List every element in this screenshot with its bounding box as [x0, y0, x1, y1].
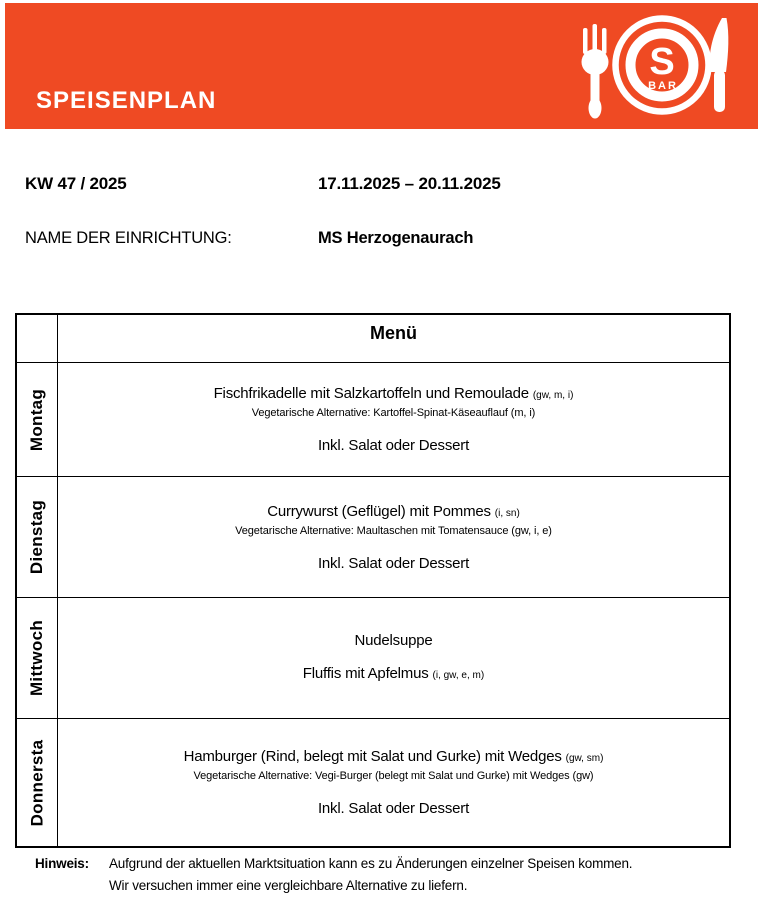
side-note: Inkl. Salat oder Dessert: [317, 554, 470, 572]
calendar-week: KW 47 / 2025: [25, 174, 127, 193]
day-label: Donnersta: [27, 739, 46, 826]
day-cell-dienstag: [17, 476, 57, 597]
second-dish-text: Fluffis mit Apfelmus: [302, 665, 429, 682]
plate-icon: [616, 19, 709, 112]
main-dish-text: Hamburger (Rind, belegt mit Salat und Gurke) mit Wedges: [183, 748, 562, 765]
day-column-header: [17, 315, 57, 362]
header-bar: [5, 3, 758, 129]
footer-note: [35, 853, 632, 897]
main-dish: [184, 747, 604, 768]
second-dish-allergens: (i, gw, e, m): [432, 670, 485, 681]
second-dish: [303, 664, 484, 685]
page-title: SPEISENPLAN: [36, 87, 217, 114]
main-dish: [214, 384, 574, 405]
knife-icon: [710, 18, 729, 112]
main-dish-allergens: (i, sn): [494, 507, 520, 519]
facility-label: NAME DER EINRICHTUNG:: [25, 229, 232, 247]
facility-name: MS Herzogenaurach: [318, 229, 474, 247]
vegetarian-alternative: Vegetarische Alternative: Maultaschen mit Tomatensauce (gw, i, e): [235, 524, 552, 537]
day-cell-montag: [17, 362, 57, 476]
logo-s-letter: S: [649, 41, 675, 83]
menu-cell-montag: [57, 362, 729, 476]
fork-icon: [582, 24, 609, 119]
day-cell-donnerstag: [17, 718, 57, 846]
main-dish: [267, 502, 520, 523]
main-dish: Nudelsuppe: [354, 632, 433, 649]
vegetarian-alternative: Vegetarische Alternative: Vegi-Burger (belegt mit Salat und Gurke) mit Wedges (gw): [193, 770, 594, 782]
logo-bar-text: BAR: [648, 80, 678, 92]
menu-column-header: Menü: [57, 315, 729, 362]
side-note: Inkl. Salat oder Dessert: [317, 800, 470, 817]
main-dish-text: Fischfrikadelle mit Salzkartoffeln und Remoulade: [213, 385, 529, 402]
day-cell-mittwoch: [17, 597, 57, 718]
menu-cell-mittwoch: [57, 597, 729, 718]
footer-note-line2: Wir versuchen immer eine vergleichbare Alternative zu liefern.: [109, 878, 468, 893]
footer-note-text: [109, 853, 632, 897]
day-label: Dienstag: [27, 499, 47, 575]
menu-cell-donnerstag: [57, 718, 729, 846]
menu-table: [15, 313, 731, 848]
side-note: Inkl. Salat oder Dessert: [317, 437, 470, 454]
sbar-logo: [565, 8, 745, 126]
day-label: Mittwoch: [27, 619, 46, 697]
main-dish-text: Currywurst (Geflügel) mit Pommes: [267, 502, 491, 520]
main-dish-allergens: (gw, sm): [565, 753, 604, 764]
footer-note-label: Hinweis:: [35, 856, 89, 871]
date-range: 17.11.2025 – 20.11.2025: [318, 174, 501, 193]
main-dish-allergens: (gw, m, i): [532, 390, 574, 401]
menu-cell-dienstag: [57, 476, 729, 597]
day-label: Montag: [27, 388, 47, 451]
footer-note-line1: Aufgrund der aktuellen Marktsituation kann es zu Änderungen einzelner Speisen kommen.: [109, 856, 633, 871]
vegetarian-alternative: Vegetarische Alternative: Kartoffel-Spinat-Käseauflauf (m, i): [251, 407, 536, 419]
